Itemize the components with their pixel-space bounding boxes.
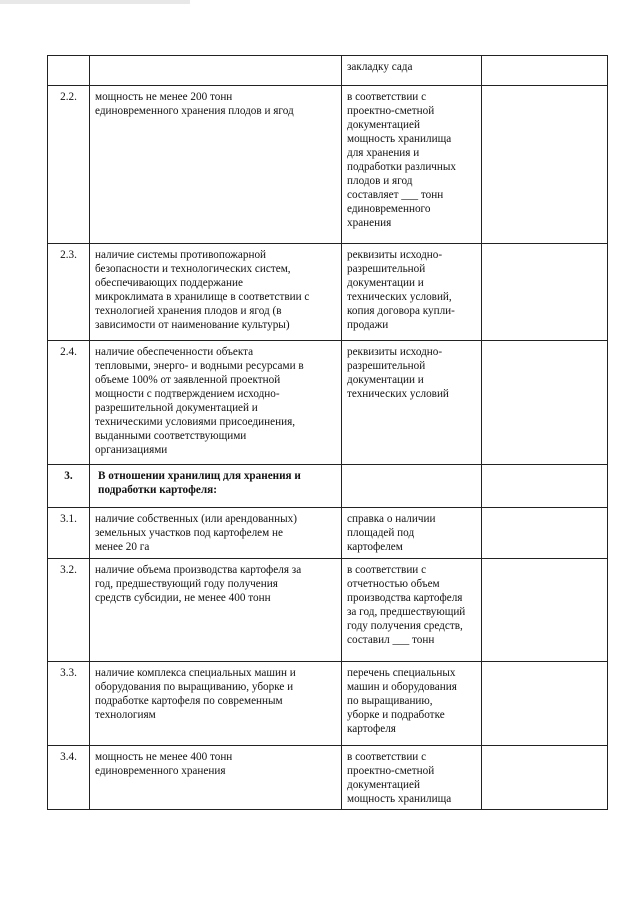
note-cell [482, 244, 608, 341]
documents-cell: справка о наличии площадей под картофелем [342, 508, 482, 559]
row-number: 3.3. [48, 662, 90, 746]
criterion-cell: наличие объема производства картофеля за год, предшествующий году получения средств субсидии, не менее 400 тонн [90, 559, 342, 662]
note-cell [482, 508, 608, 559]
table-row [48, 508, 608, 559]
row-number: 3.1. [48, 508, 90, 559]
note-cell [482, 465, 608, 508]
note-cell [482, 56, 608, 86]
row-number: 2.3. [48, 244, 90, 341]
note-cell [482, 746, 608, 810]
row-number: 2.4. [48, 341, 90, 465]
criteria-table [47, 55, 608, 810]
documents-cell: в соответствии с проектно-сметной документацией мощность хранилища [342, 746, 482, 810]
table-row [48, 662, 608, 746]
documents-cell: реквизиты исходно- разрешительной документации и технических условий [342, 341, 482, 465]
criterion-cell: наличие обеспеченности объекта тепловыми, энерго- и водными ресурсами в объеме 100% от заявленной проектной мощности с подтверждением исходно- разрешительной документацией и техническими условиями присоединения, выданными соответствующими организациями [90, 341, 342, 465]
criterion-cell [90, 56, 342, 86]
documents-cell: в соответствии с проектно-сметной документацией мощность хранилища для хранения и подработки различных плодов и ягод составляет ___ тонн единовременного хранения [342, 86, 482, 244]
criterion-cell: наличие комплекса специальных машин и оборудования по выращиванию, уборке и подработке картофеля по современным технологиям [90, 662, 342, 746]
table-row [48, 56, 608, 86]
criterion-cell: мощность не менее 400 тонн единовременного хранения [90, 746, 342, 810]
section-number: 3. [48, 465, 90, 508]
criterion-cell: наличие собственных (или арендованных) земельных участков под картофелем не менее 20 га [90, 508, 342, 559]
section-header-row [48, 465, 608, 508]
documents-cell: закладку сада [342, 56, 482, 86]
table-row [48, 341, 608, 465]
note-cell [482, 662, 608, 746]
table-row [48, 746, 608, 810]
row-number: 3.4. [48, 746, 90, 810]
section-title: В отношении хранилищ для хранения и подработки картофеля: [90, 465, 342, 508]
documents-cell [342, 465, 482, 508]
note-cell [482, 86, 608, 244]
row-number [48, 56, 90, 86]
table-row [48, 86, 608, 244]
table-row [48, 559, 608, 662]
table-row [48, 244, 608, 341]
documents-cell: перечень специальных машин и оборудования по выращиванию, уборке и подработке картофеля [342, 662, 482, 746]
note-cell [482, 341, 608, 465]
documents-cell: в соответствии с отчетностью объем производства картофеля за год, предшествующий году получения средств, составил ___ тонн [342, 559, 482, 662]
row-number: 2.2. [48, 86, 90, 244]
row-number: 3.2. [48, 559, 90, 662]
documents-cell: реквизиты исходно- разрешительной документации и технических условий, копия договора купли- продажи [342, 244, 482, 341]
criterion-cell: наличие системы противопожарной безопасности и технологических систем, обеспечивающих поддержание микроклимата в хранилище в соответствии с технологией хранения плодов и ягод (в зависимости от наименование культуры) [90, 244, 342, 341]
criterion-cell: мощность не менее 200 тонн единовременного хранения плодов и ягод [90, 86, 342, 244]
note-cell [482, 559, 608, 662]
scan-edge-artifact [0, 0, 190, 4]
